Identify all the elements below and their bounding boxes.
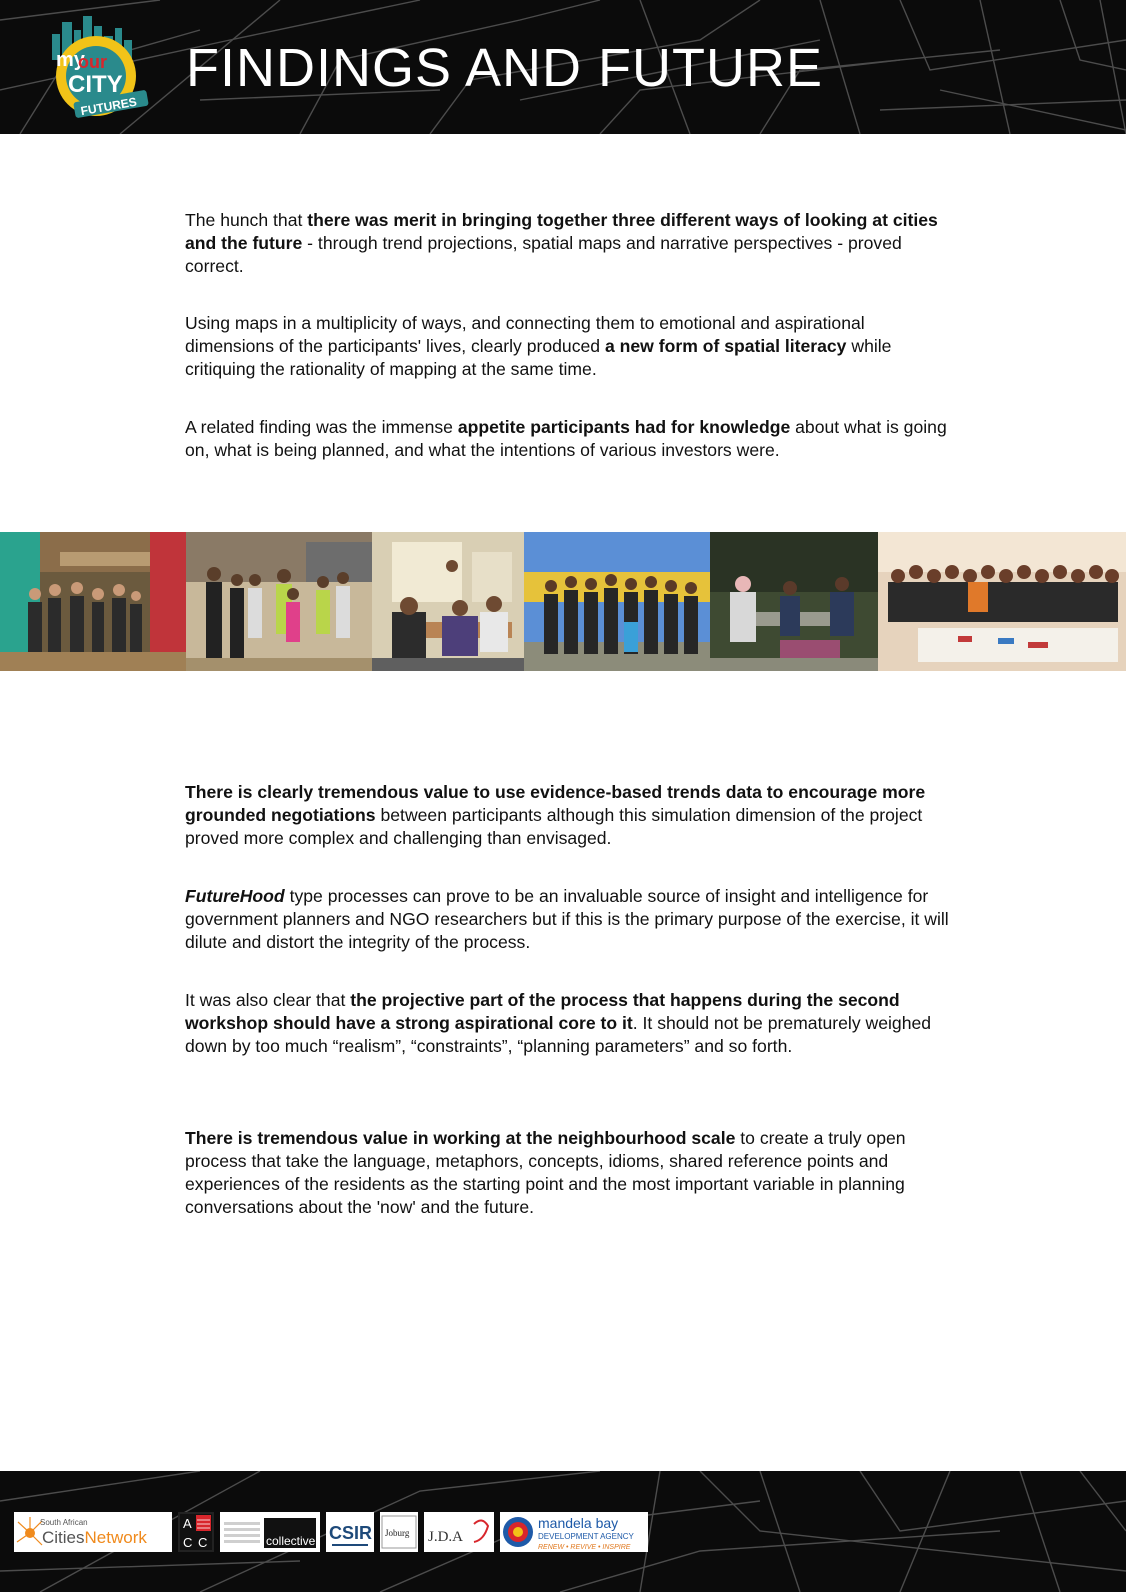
workshop-photo-6: [878, 532, 1126, 671]
sacn-network-text: Network: [84, 1528, 147, 1547]
paragraph-segment-text: - through trend projections, spatial maps and narrative perspectives - proved correct.: [185, 233, 902, 276]
paragraph-segment-text: while critiquing the rationality of mapping at the same time.: [185, 336, 892, 379]
workshop-photo-3: [372, 532, 524, 671]
paragraph-segment-emphasis: There is clearly tremendous value to use evidence-based trends data to encourage more grounded negotiations: [185, 782, 926, 825]
finding-paragraph-appetite: [185, 416, 955, 462]
paragraph-segment-text: A related finding was the immense: [185, 417, 458, 437]
csir-text: CSIR: [329, 1523, 373, 1543]
header-band: [0, 0, 1126, 134]
paragraph-segment-text: between participants although this simulation dimension of the project proved more complex and challenging than envisaged.: [185, 805, 923, 848]
paragraph-segment-emphasis: the projective part of the process that happens during the second workshop should have a strong aspirational core to it: [185, 990, 900, 1033]
joburg-logo: [380, 1512, 418, 1552]
paragraph-segment-text: type processes can prove to be an invaluable source of insight and intelligence for government planners and NGO researchers but if this is the primary purpose of the exercise, it will dilute and distort the integrity of the process.: [185, 886, 949, 952]
finding-paragraph-trends-data: [185, 781, 955, 850]
mandela-bay-text: mandela bay: [538, 1515, 619, 1531]
jda-text: J.D.A: [428, 1529, 464, 1545]
footer-band: [0, 1471, 1126, 1592]
paragraph-segment-emphasis: a new form of spatial literacy: [604, 336, 847, 356]
paragraph-segment-emphasis: there was merit in bringing together three different ways of looking at cities and the future: [185, 210, 938, 253]
paragraph-segment-text: to create a truly open process that take the language, metaphors, concepts, idioms, shared reference points and experiences of the residents as the starting point and the most important variable in planning conversations about the 'now' and the future.: [185, 1128, 906, 1217]
acc-letter-c1: C: [183, 1535, 193, 1550]
acc-letter-a: A: [183, 1516, 192, 1531]
workshop-photo-5: [710, 532, 878, 671]
paragraph-segment-text: Using maps in a multiplicity of ways, and connecting them to emotional and aspirational dimensions of the participants' lives, clearly produced: [185, 313, 865, 356]
paragraph-segment-emphasis: appetite participants had for knowledge: [457, 417, 791, 437]
workshop-photo-1: [0, 532, 186, 671]
logo-futures-text: FUTURES: [79, 94, 138, 119]
sacn-cities-text: Cities: [42, 1528, 85, 1547]
paragraph-segment-text: The hunch that: [185, 210, 308, 230]
paragraph-segment-text: about what is going on, what is being planned, and what the intentions of various investors were.: [185, 417, 947, 460]
finding-paragraph-maps: [185, 312, 955, 381]
logo-our-text: our: [78, 52, 107, 72]
logo-my-text: my: [56, 49, 85, 71]
paragraph-segment-emphasis: There is tremendous value in working at the neighbourhood scale: [185, 1128, 736, 1148]
sacn-logo: [14, 1512, 172, 1552]
mandela-bay-logo: [500, 1512, 648, 1552]
workshop-photo-strip: [0, 532, 1126, 671]
logo-city-text: CITY: [68, 71, 123, 98]
finding-paragraph-neighbourhood-scale: [185, 1127, 955, 1219]
jda-logo: [424, 1512, 494, 1552]
paragraph-segment-emphasis: FutureHood: [185, 886, 285, 906]
workshop-photo-4: [524, 532, 710, 671]
workshop-photo-2: [186, 532, 372, 671]
acc-letter-c2: C: [198, 1535, 208, 1550]
sacn-small-text: South African: [40, 1518, 88, 1527]
finding-paragraph-hunch: [185, 209, 955, 278]
svg-text:CitiesNetwork: [42, 1528, 147, 1547]
collective-text: collective: [266, 1534, 316, 1548]
csir-logo: [326, 1512, 374, 1552]
mandela-agency-text: DEVELOPMENT AGENCY: [538, 1532, 634, 1541]
architects-collective-logo: [220, 1512, 320, 1552]
my-city-futures-logo: [38, 12, 154, 120]
mandela-tagline-text: RENEW • REVIVE • INSPIRE: [538, 1544, 631, 1551]
acc-logo: [178, 1512, 214, 1552]
paragraph-segment-text: It was also clear that: [185, 990, 351, 1010]
page-title: FINDINGS AND FUTURE: [186, 38, 824, 98]
paragraph-segment-text: . It should not be prematurely weighed down by too much “realism”, “constraints”, “planning parameters” and so forth.: [185, 1013, 932, 1056]
partner-logos: [14, 1512, 648, 1552]
finding-paragraph-aspirational-core: [185, 989, 955, 1058]
joburg-text: Joburg: [385, 1528, 410, 1538]
finding-paragraph-futurehood: [185, 885, 955, 954]
